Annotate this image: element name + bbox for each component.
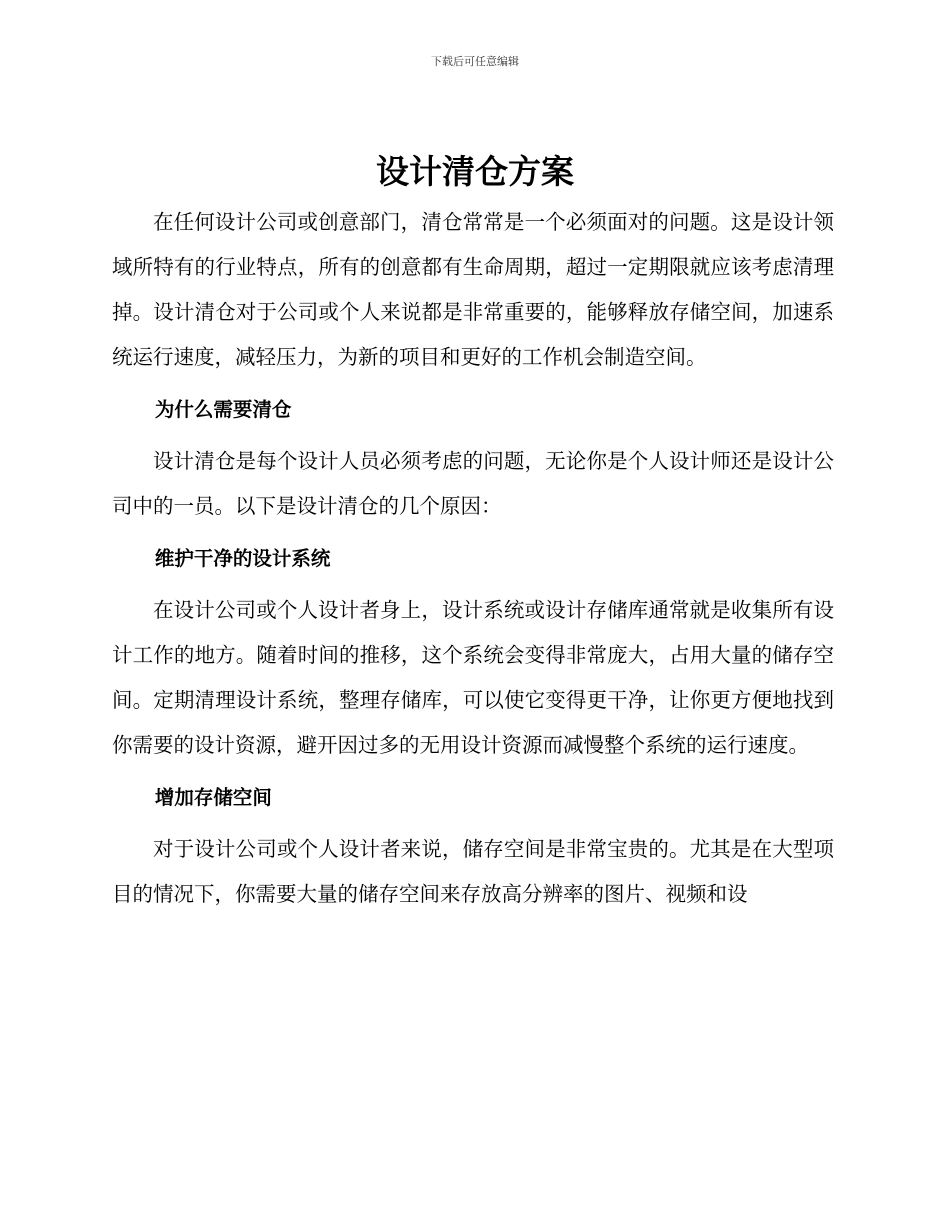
intro-paragraph: 在任何设计公司或创意部门，清仓常常是一个必须面对的问题。这是设计领域所特有的行业特点，所有的创意都有生命周期，超过一定期限就应该考虑清理掉。设计清仓对于公司或个人来说都是非常重要的，能够释放存储空间，加速系统运行速度，减轻压力，为新的项目和更好的工作机会制造空间。 [112,210,834,369]
section-heading-why-clear: 为什么需要清仓 [154,398,292,421]
section-heading-clean-system: 维护干净的设计系统 [154,547,331,570]
storage-paragraph: 对于设计公司或个人设计者来说，储存空间是非常宝贵的。尤其是在大型项目的情况下，你需要大量的储存空间来存放高分辨率的图片、视频和设 [112,837,834,906]
document-body [112,200,834,917]
why-clear-paragraph: 设计清仓是每个设计人员必须考虑的问题，无论你是个人设计师还是设计公司中的一员。以下是设计清仓的几个原因： [112,449,834,518]
header-note: 下载后可任意编辑 [431,55,519,68]
clean-system-paragraph: 在设计公司或个人设计者身上，设计系统或设计存储库通常就是收集所有设计工作的地方。随着时间的推移，这个系统会变得非常庞大，占用大量的储存空间。定期清理设计系统，整理存储库，可以使它变得更干净，让你更方便地找到你需要的设计资源，避开因过多的无用设计资源而减慢整个系统的运行速度。 [112,598,834,757]
page-title: 设计清仓方案 [376,152,574,191]
section-heading-storage: 增加存储空间 [154,786,272,809]
